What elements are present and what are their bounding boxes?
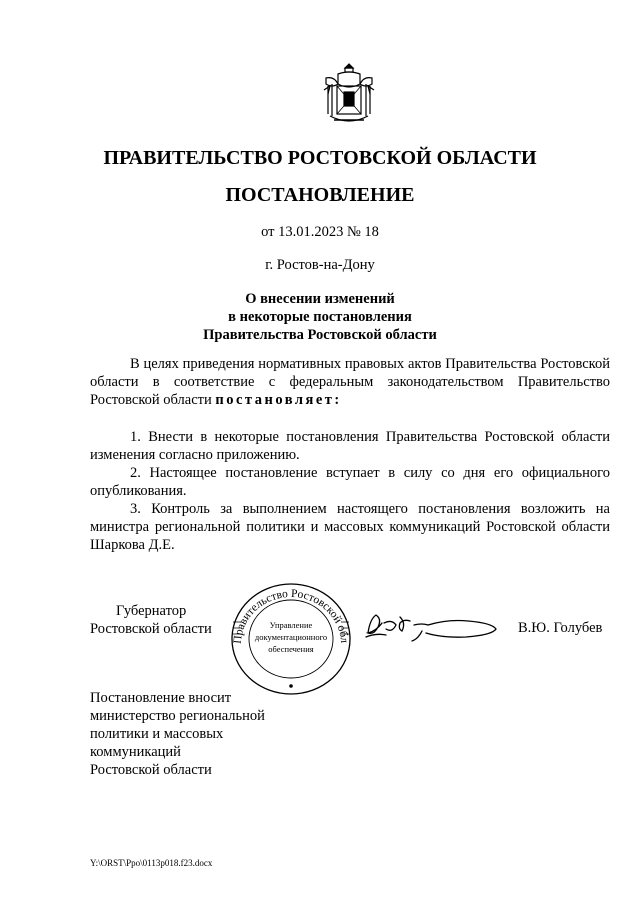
subject-line: О внесении изменений (245, 291, 395, 307)
seal-ring-text: Правительство Ростовской обл (231, 587, 351, 645)
signatory-name: В.Ю. Голубев (518, 620, 603, 636)
subject-line: Правительства Ростовской области (203, 327, 437, 343)
document-subject (0, 290, 640, 344)
document-city: г. Ростов-на-Дону (265, 257, 375, 273)
submitted-line: Постановление вносит (90, 690, 232, 706)
round-seal-stamp-icon (229, 582, 353, 696)
decree-word: постановляет: (215, 392, 342, 408)
decree-item-text: 1. Внести в некоторые постановления Правительства Ростовской области изменения согласно приложению. (90, 429, 610, 463)
seal-center-text: документационного (254, 632, 328, 642)
submitted-line: политики и массовых (90, 726, 224, 742)
position-line: Губернатор (116, 603, 187, 619)
submitted-line: министерство региональной (90, 708, 265, 724)
decree-item (90, 500, 610, 554)
submitted-line: коммуникаций (90, 744, 181, 760)
document-type: ПОСТАНОВЛЕНИЕ (225, 184, 415, 206)
decree-item (90, 464, 610, 500)
submitted-by-block (90, 689, 310, 779)
government-title: ПРАВИТЕЛЬСТВО РОСТОВСКОЙ ОБЛАСТИ (103, 147, 537, 169)
seal-center-text: обеспечения (268, 644, 314, 654)
seal-center-text: Управление (269, 620, 313, 630)
decree-item (90, 428, 610, 464)
subject-line: в некоторые постановления (228, 309, 412, 325)
submitted-line: Ростовской области (90, 762, 212, 778)
coat-of-arms-icon (318, 60, 380, 126)
preamble-paragraph (90, 355, 610, 409)
decree-item-text: 2. Настоящее постановление вступает в силу со дня его официального опубликования. (90, 465, 610, 499)
signatory-position (90, 602, 212, 638)
position-line: Ростовской области (90, 621, 212, 637)
handwritten-signature-icon (362, 607, 498, 647)
file-path-footer: Y:\ORST\Ppo\0113p018.f23.docx (90, 858, 213, 868)
preamble-text: В целях приведения нормативных правовых актов Правительства Ростовской области в соответствие с федеральным законодательством Правительство Ростовской области (90, 356, 610, 408)
document-date-number: от 13.01.2023 № 18 (261, 224, 379, 240)
decree-item-text: 3. Контроль за выполнением настоящего постановления возложить на министра региональной политики и массовых коммуникаций Ростовской области Шаркова Д.Е. (90, 501, 610, 553)
